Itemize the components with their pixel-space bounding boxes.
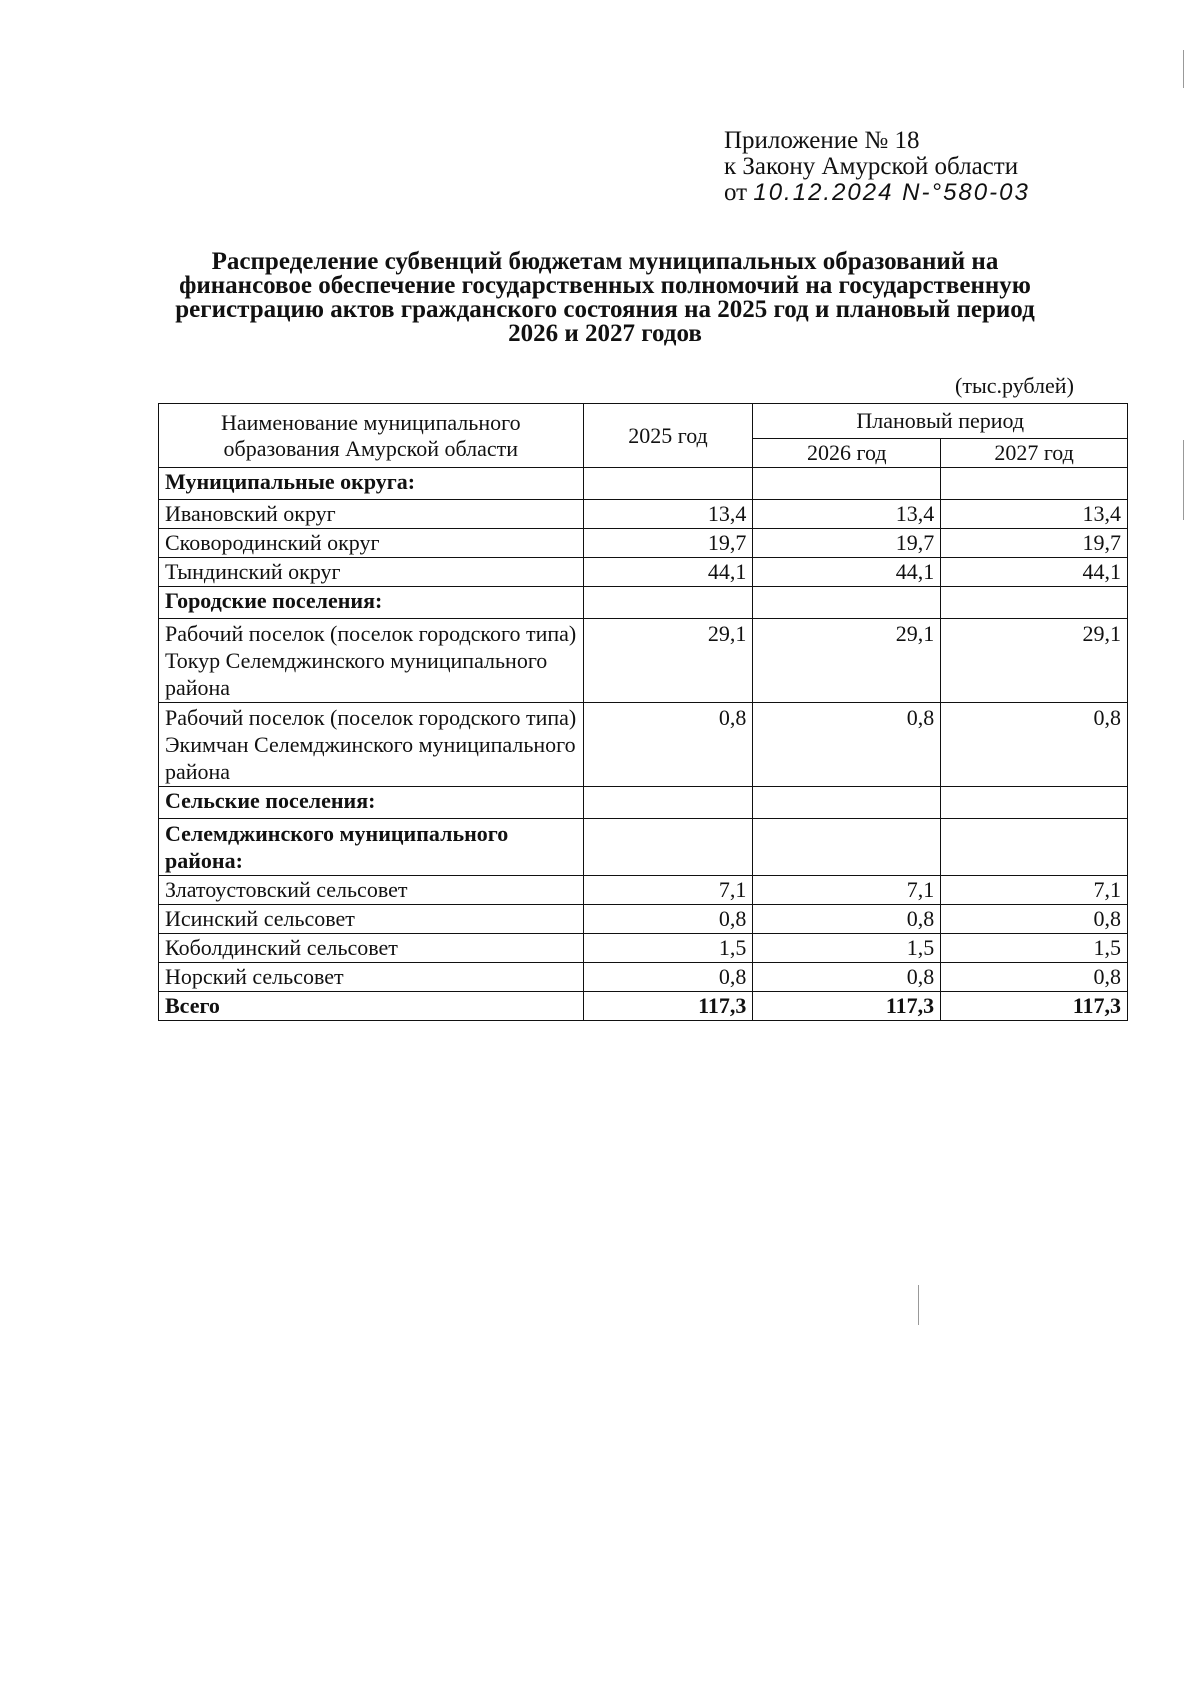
header-2025: 2025 год (583, 404, 753, 468)
value-2027: 44,1 (941, 558, 1128, 587)
section-row (159, 587, 1128, 619)
section-municipal-districts: Муниципальные округа: (159, 468, 584, 500)
value-2027: 7,1 (941, 876, 1128, 905)
row-name: Тындинский округ (159, 558, 584, 587)
scan-artifact (1183, 440, 1184, 520)
table-row (159, 558, 1128, 587)
section-row (159, 787, 1128, 819)
table-row (159, 500, 1128, 529)
value-2025: 0,8 (583, 905, 753, 934)
total-2027: 117,3 (941, 992, 1128, 1021)
total-2026: 117,3 (753, 992, 941, 1021)
table-row (159, 905, 1128, 934)
row-name: Ивановский округ (159, 500, 584, 529)
appendix-law-ref: к Закону Амурской области (724, 153, 1019, 180)
value-2025: 44,1 (583, 558, 753, 587)
row-name: Рабочий поселок (поселок городского типа) Токур Селемджинского муниципального района (159, 619, 584, 703)
row-name: Норский сельсовет (159, 963, 584, 992)
value-2027: 19,7 (941, 529, 1128, 558)
row-name: Исинский сельсовет (159, 905, 584, 934)
value-2026: 13,4 (753, 500, 941, 529)
value-2027: 1,5 (941, 934, 1128, 963)
section-urban-settlements: Городские поселения: (159, 587, 584, 619)
value-2027: 29,1 (941, 619, 1128, 703)
value-2025: 29,1 (583, 619, 753, 703)
scan-artifact (918, 1285, 919, 1325)
value-2025: 7,1 (583, 876, 753, 905)
table-row (159, 703, 1128, 787)
value-2025: 1,5 (583, 934, 753, 963)
value-2026: 7,1 (753, 876, 941, 905)
total-row (159, 992, 1128, 1021)
value-2025: 19,7 (583, 529, 753, 558)
row-name: Златоустовский сельсовет (159, 876, 584, 905)
total-label: Всего (159, 992, 584, 1021)
value-2026: 0,8 (753, 963, 941, 992)
appendix-number: Приложение № 18 (724, 127, 920, 154)
document-title: Распределение субвенций бюджетам муниципальных образований на финансовое обеспечение государственных полномочий на государственную регистрацию актов гражданского состояния на 2025 год и плановый период 2026 и 2027 годов (175, 248, 1035, 347)
header-2026: 2026 год (753, 439, 941, 468)
value-2027: 0,8 (941, 963, 1128, 992)
section-rural-settlements: Сельские поселения: (159, 787, 584, 819)
value-2027: 13,4 (941, 500, 1128, 529)
value-2026: 0,8 (753, 905, 941, 934)
units-label: (тыс.рублей) (955, 373, 1074, 398)
appendix-date-line (724, 180, 1030, 206)
subventions-table (158, 403, 1128, 1021)
appendix-date-prefix: от (724, 179, 748, 206)
header-name: Наименование муниципального образования Амурской области (159, 404, 584, 468)
section-row (159, 468, 1128, 500)
value-2025: 13,4 (583, 500, 753, 529)
table-row (159, 963, 1128, 992)
table-row (159, 619, 1128, 703)
value-2026: 44,1 (753, 558, 941, 587)
table-row (159, 876, 1128, 905)
scan-artifact (1183, 50, 1184, 88)
value-2026: 0,8 (753, 703, 941, 787)
section-selemdzha-district: Селемджинского муниципального района: (159, 819, 584, 876)
value-2027: 0,8 (941, 905, 1128, 934)
header-2027: 2027 год (941, 439, 1128, 468)
value-2026: 19,7 (753, 529, 941, 558)
header-planned-period: Плановый период (753, 404, 1128, 439)
value-2026: 29,1 (753, 619, 941, 703)
section-row (159, 819, 1128, 876)
appendix-header (724, 128, 1030, 206)
total-2025: 117,3 (583, 992, 753, 1021)
value-2027: 0,8 (941, 703, 1128, 787)
table-row (159, 529, 1128, 558)
value-2025: 0,8 (583, 703, 753, 787)
value-2025: 0,8 (583, 963, 753, 992)
row-name: Коболдинский сельсовет (159, 934, 584, 963)
row-name: Сковородинский округ (159, 529, 584, 558)
handwritten-date-number: 10.12.2024 N-°580-03 (753, 179, 1030, 206)
table-row (159, 934, 1128, 963)
row-name: Рабочий поселок (поселок городского типа) Экимчан Селемджинского муниципального района (159, 703, 584, 787)
table-header-row (159, 404, 1128, 439)
value-2026: 1,5 (753, 934, 941, 963)
